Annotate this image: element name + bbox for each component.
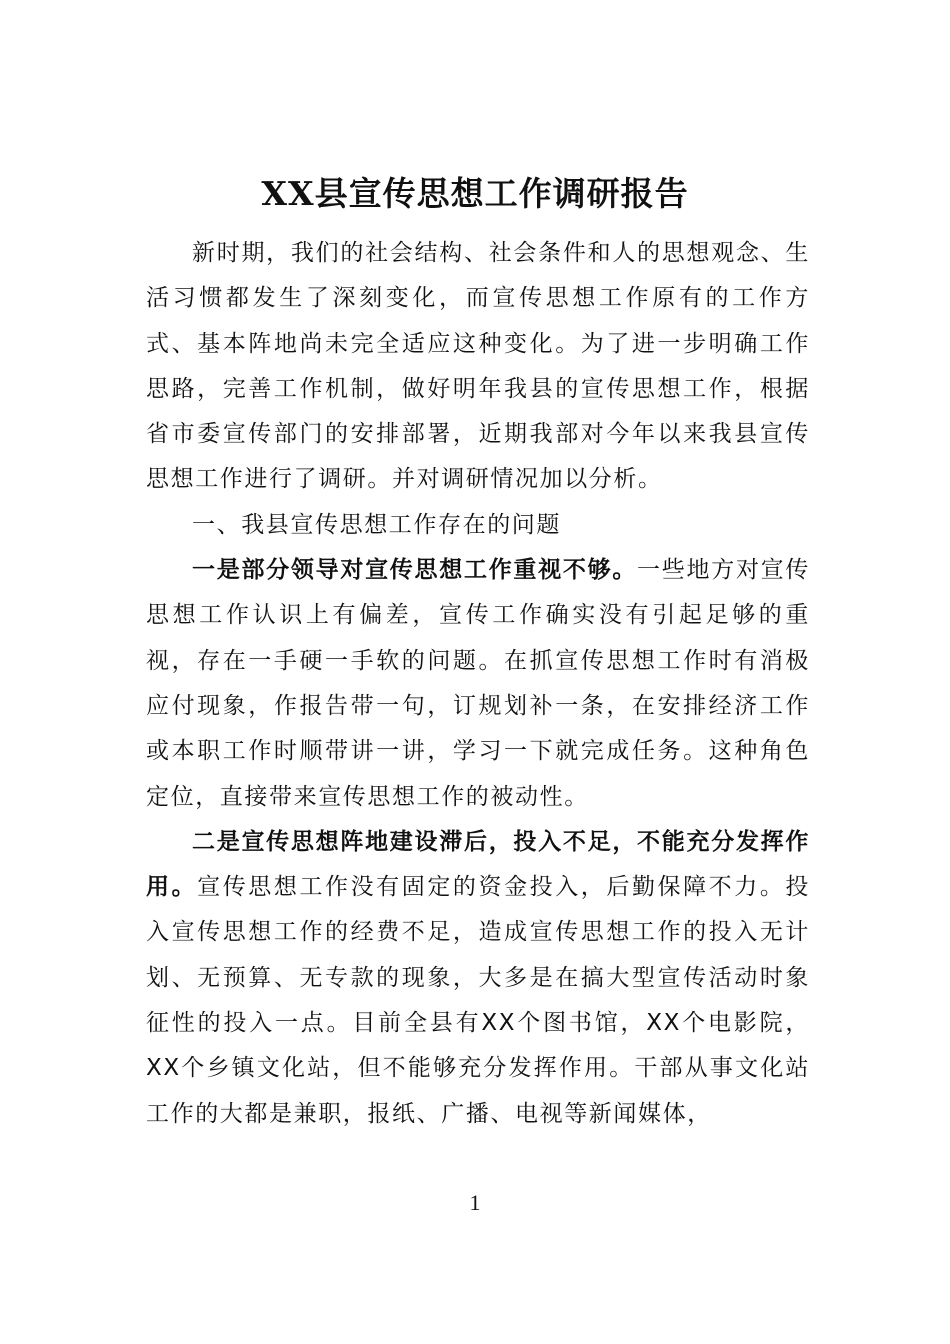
point-1-paragraph (146, 548, 810, 820)
point-2-lead: 二是宣传思想阵地建设滞后，投入不足，不能充分发挥作用。 (146, 828, 810, 901)
point-1-text: 一些地方对宣传思想工作认识上有偏差，宣传工作确实没有引起足够的重视，存在一手硬一手软的问题。在抓宣传思想工作时有消极应付现象，作报告带一句，订规划补一条，在安排经济工作或本职工作时顺带讲一讲，学习一下就完成任务。这种角色定位，直接带来宣传思想工作的被动性。 (146, 557, 810, 810)
point-2-text: 宣传思想工作没有固定的资金投入，后勤保障不力。投入宣传思想工作的经费不足，造成宣传思想工作的投入无计划、无预算、无专款的现象，大多是在搞大型宣传活动时象征性的投入一点。目前全县有XX个图书馆，XX个电影院，XX个乡镇文化站，但不能够充分发挥作用。干部从事文化站工作的大都是兼职，报纸、广播、电视等新闻媒体， (146, 874, 810, 1127)
point-1-lead: 一是部分领导对宣传思想工作重视不够。 (192, 557, 638, 584)
document-title: XX县宣传思想工作调研报告 (261, 174, 689, 213)
document-body (146, 231, 810, 1137)
section-heading: 一、我县宣传思想工作存在的问题 (192, 511, 561, 538)
intro-paragraph: 新时期，我们的社会结构、社会条件和人的思想观念、生活习惯都发生了深刻变化，而宣传思想工作原有的工作方式、基本阵地尚未完全适应这种变化。为了进一步明确工作思路，完善工作机制，做好明年我县的宣传思想工作，根据省市委宣传部门的安排部署，近期我部对今年以来我县宣传思想工作进行了调研。并对调研情况加以分析。 (146, 240, 810, 493)
point-2-paragraph (146, 820, 810, 1137)
page-number: 1 (469, 1190, 481, 1215)
